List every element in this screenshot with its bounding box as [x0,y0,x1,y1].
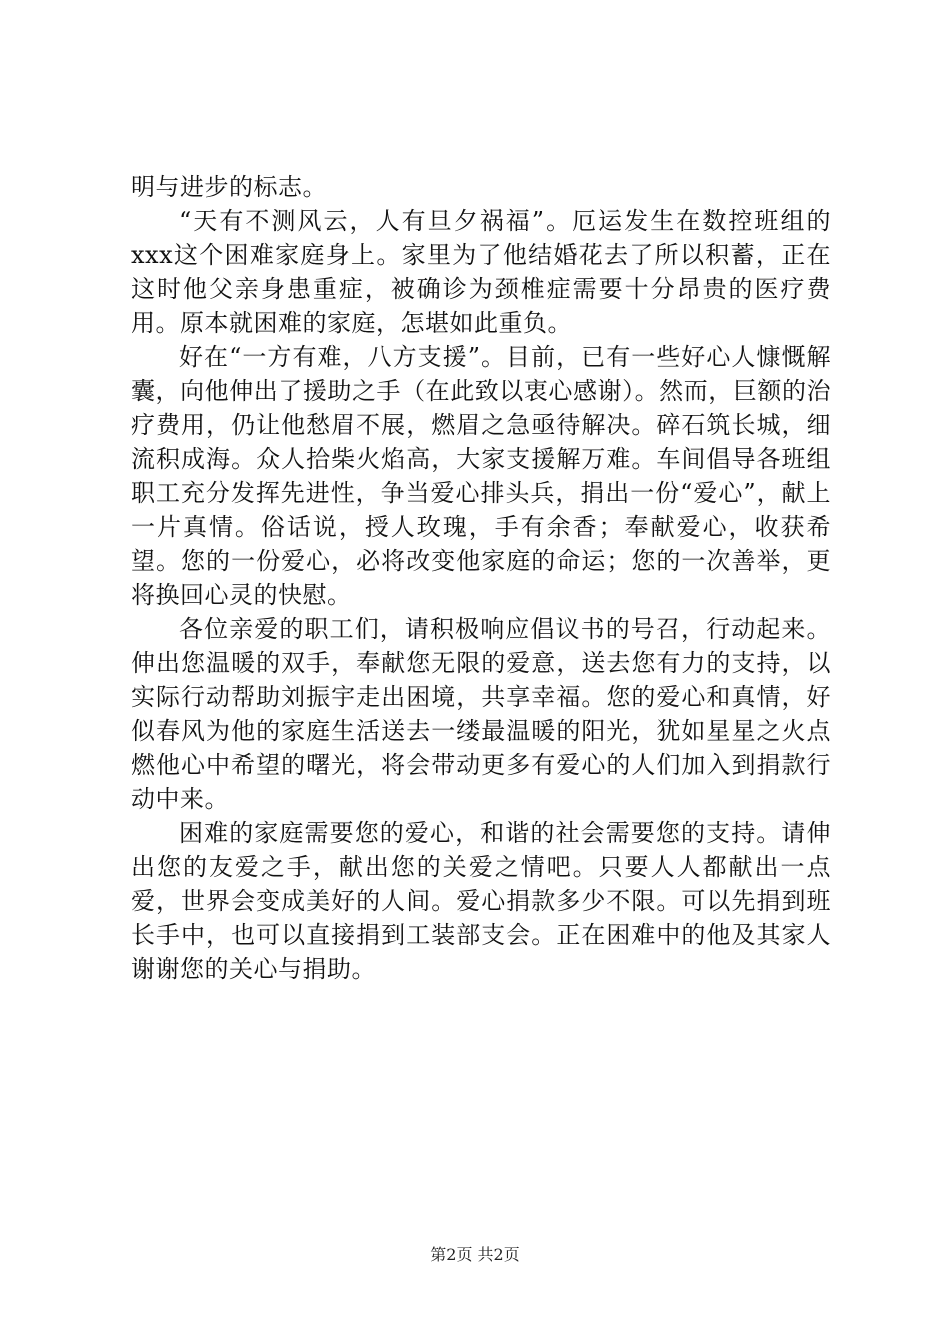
paragraph-5: 困难的家庭需要您的爱心，和谐的社会需要您的支持。请伸出您的友爱之手，献出您的关爱之情吧。只要人人都献出一点爱，世界会变成美好的人间。爱心捐款多少不限。可以先捐到班长手中，也可以直接捐到工装部支会。正在困难中的他及其家人谢谢您的关心与捐助。 [131,819,831,983]
page-footer: 第2页 共2页 [430,1245,520,1264]
paragraph-2: “天有不测风云，人有旦夕祸福”。厄运发生在数控班组的xxx这个困难家庭身上。家里为了他结婚花去了所以积蓄，正在这时他父亲身患重症，被确诊为颈椎症需要十分昂贵的医疗费用。原本就困难的家庭，怎堪如此重负。 [131,207,831,337]
paragraph-3: 好在“一方有难，八方支援”。目前，已有一些好心人慷慨解囊，向他伸出了援助之手（在此致以衷心感谢）。然而，巨额的治疗费用，仍让他愁眉不展，燃眉之急亟待解决。碎石筑长城，细流积成海。众人拾柴火焰高，大家支援解万难。车间倡导各班组职工充分发挥先进性，争当爱心排头兵，捐出一份“爱心”，献上一片真情。俗话说，授人玫瑰，手有余香；奉献爱心，收获希望。您的一份爱心，必将改变他家庭的命运；您的一次善举，更将换回心灵的快慰。 [131,343,831,609]
paragraph-4: 各位亲爱的职工们，请积极响应倡议书的号召，行动起来。伸出您温暖的双手，奉献您无限的爱意，送去您有力的支持，以实际行动帮助刘振宇走出困境，共享幸福。您的爱心和真情，好似春风为他的家庭生活送去一缕最温暖的阳光，犹如星星之火点燃他心中希望的曙光，将会带动更多有爱心的人们加入到捐款行动中来。 [131,615,831,813]
paragraph-1: 明与进步的标志。 [131,173,327,201]
document-body [131,170,831,986]
